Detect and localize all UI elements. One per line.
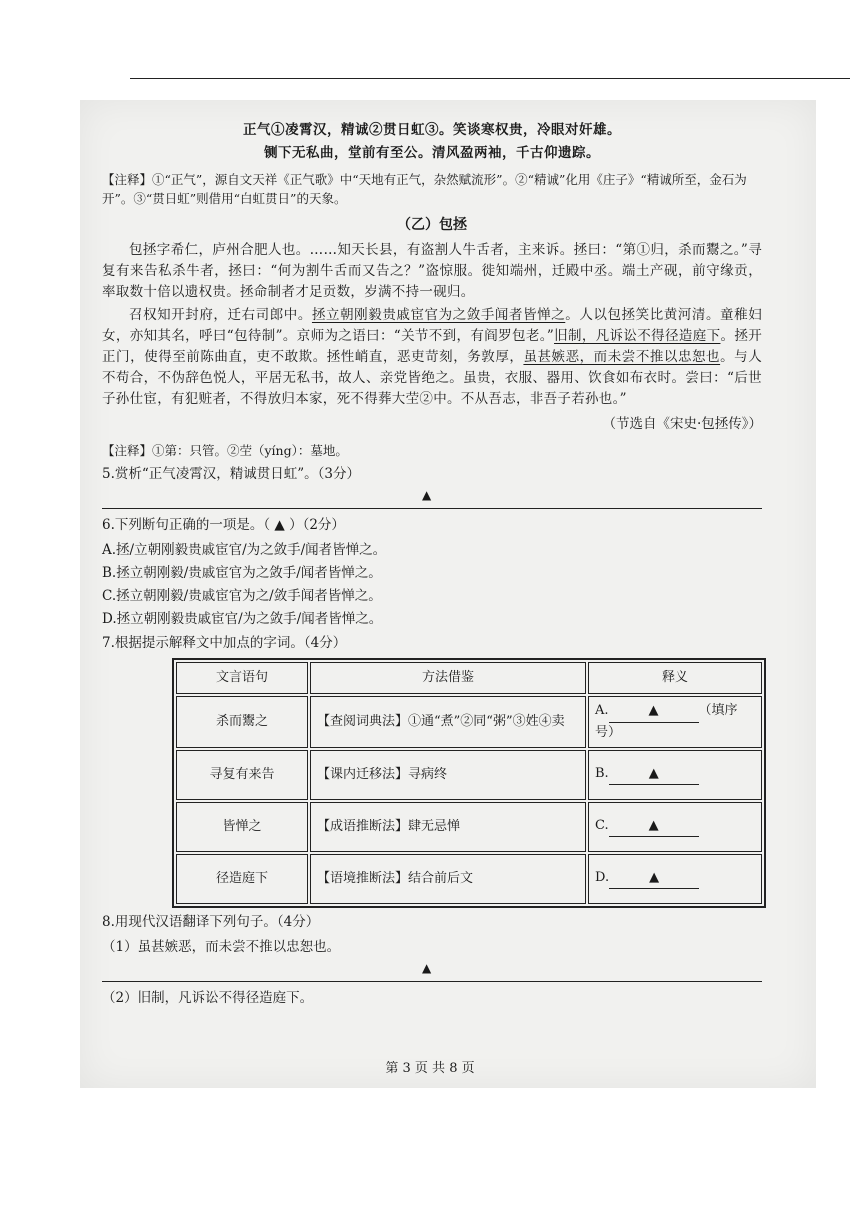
answer-cell[interactable] <box>588 802 762 852</box>
answer-cell[interactable] <box>588 750 762 800</box>
phrase-cell: 皆惮之 <box>176 802 308 852</box>
triangle-icon: ▲ <box>422 488 432 503</box>
phrase-cell: 杀而鬻之 <box>176 696 308 747</box>
poem-note: 【注释】①“正气”，源自文天祥《正气歌》中“天地有正气，杂然赋流形”。②“精诚”化用《庄子》“精诚所至，金石为开”。③“贯日虹”则借用“白虹贯日”的天象。 <box>102 171 747 207</box>
answer-suffix: （填序号） <box>595 703 738 740</box>
text-segment: 召权知开封府，迁右司郎中。 <box>129 307 312 324</box>
poem <box>102 120 762 164</box>
header-method: 方法借鉴 <box>310 662 586 694</box>
method-cell: 【查阅词典法】①通“煮”②同“粥”③姓④卖 <box>310 696 586 747</box>
question-5: 5.赏析“正气凌霄汉，精诚贯日虹”。（3分） <box>102 465 361 482</box>
section-title: （乙）包拯 <box>397 216 467 233</box>
option-b[interactable]: B.拯立朝刚毅/贵戚宦官为之敛手/闻者皆惮之。 <box>102 564 382 581</box>
passage-paragraph-2 <box>102 305 762 410</box>
header-phrase: 文言语句 <box>176 662 308 694</box>
triangle-icon: ▲ <box>422 960 432 975</box>
source-citation: （节选自《宋史·包拯传》） <box>602 415 762 432</box>
question-8-1: （1）虽甚嫉恶，而未尝不推以忠恕也。 <box>102 938 341 955</box>
answer-cell[interactable] <box>588 696 762 747</box>
answer-prefix: B. <box>595 766 609 782</box>
triangle-icon: ▲ <box>648 766 659 782</box>
page-content <box>102 118 762 1012</box>
answer-cell[interactable] <box>588 854 762 904</box>
option-d[interactable]: D.拯立朝刚毅贵戚宦官/为之敛手/闻者皆惮之。 <box>102 610 383 627</box>
option-c[interactable]: C.拯立朝刚毅/贵戚宦官为之/敛手闻者皆惮之。 <box>102 587 382 604</box>
answer-blank[interactable] <box>609 764 699 785</box>
question-8: 8.用现代汉语翻译下列句子。（4分） <box>102 913 320 930</box>
underlined-sentence-1: 拯立朝刚毅贵戚宦官为之敛手闻者皆惮之 <box>311 307 566 324</box>
method-cell: 【成语推断法】肆无忌惮 <box>310 802 586 852</box>
triangle-icon: ▲ <box>648 818 659 834</box>
passage-note: 【注释】①第：只管。②茔（yíng）：墓地。 <box>102 442 348 458</box>
question-6: 6.下列断句正确的一项是。（ ▲ ）（2分） <box>102 516 345 533</box>
poem-line-1: 正气①凌霄汉，精诚②贯日虹③。笑谈寒权贵，冷眼对奸雄。 <box>243 122 621 138</box>
passage-paragraph-1: 包拯字希仁，庐州合肥人也。……知天长县，有盗割人牛舌者，主来诉。拯曰：“第①归，杀而鬻之。”寻复有来告私杀牛者，拯曰：“何为割牛舌而又告之？”盗惊服。徙知端州，迁殿中丞。端土产砚，前守缘贡，率取数十倍以遗权贵。拯命制者才足贡数，岁满不持一砚归。 <box>102 242 762 301</box>
answer-blank[interactable] <box>609 701 699 722</box>
table-header-row <box>176 662 762 694</box>
option-a[interactable]: A.拯/立朝刚毅贵戚宦官/为之敛手/闻者皆惮之。 <box>102 541 387 558</box>
table-row <box>176 802 762 852</box>
poem-line-2: 铡下无私曲，堂前有至公。清风盈两袖，千古仰遗踪。 <box>264 144 600 161</box>
answer-line-q8-1[interactable] <box>102 962 762 984</box>
method-table <box>172 658 766 907</box>
question-7: 7.根据提示解释文中加点的字词。（4分） <box>102 635 347 652</box>
underlined-sentence-2: 旧制，凡诉讼不得径造庭下 <box>554 327 721 344</box>
rule-line <box>102 508 762 509</box>
answer-prefix: D. <box>595 870 610 886</box>
header-rule <box>130 78 850 79</box>
phrase-cell: 径造庭下 <box>176 854 308 904</box>
rule-line <box>102 981 762 982</box>
method-cell: 【课内迁移法】寻病终 <box>310 750 586 800</box>
triangle-icon: ▲ <box>649 870 660 886</box>
header-meaning: 释义 <box>588 662 762 694</box>
page-footer: 第 3 页 共 8 页 <box>385 1061 475 1076</box>
phrase-cell: 寻复有来告 <box>176 750 308 800</box>
question-8-2: （2）旧制，凡诉讼不得径造庭下。 <box>102 989 314 1006</box>
text-segment: 。人以包拯笑比黄河清。童稚妇女，亦知其名，呼曰“包待制”。京师为之语曰：“关节不到，有阎罗包老。” <box>102 307 763 344</box>
triangle-icon: ▲ <box>648 703 659 719</box>
method-cell: 【语境推断法】结合前后文 <box>310 854 586 904</box>
text-segment: 。拯开正门，使得至前陈曲直，吏不敢欺。拯性峭直，恶吏苛刻，务敦厚， <box>102 327 762 365</box>
text-segment: 。与人不苟合，不伪辞色悦人，平居无私书，故人、亲党皆绝之。虽贵，衣服、器用、饮食如布衣时。尝曰：“后世子孙仕宦，有犯赃者，不得放归本家，死不得葬大茔②中。不从吾志，非吾子若孙也。” <box>102 348 763 407</box>
answer-blank[interactable] <box>609 816 699 837</box>
answer-prefix: C. <box>595 818 609 834</box>
answer-prefix: A. <box>595 703 609 719</box>
answer-line-q5[interactable] <box>102 489 762 511</box>
table-row <box>176 854 762 904</box>
table-row <box>176 750 762 800</box>
answer-blank[interactable] <box>609 868 699 889</box>
table-row <box>176 696 762 747</box>
underlined-sentence-3: 虽甚嫉恶，而未尝不推以忠恕也 <box>523 348 721 365</box>
